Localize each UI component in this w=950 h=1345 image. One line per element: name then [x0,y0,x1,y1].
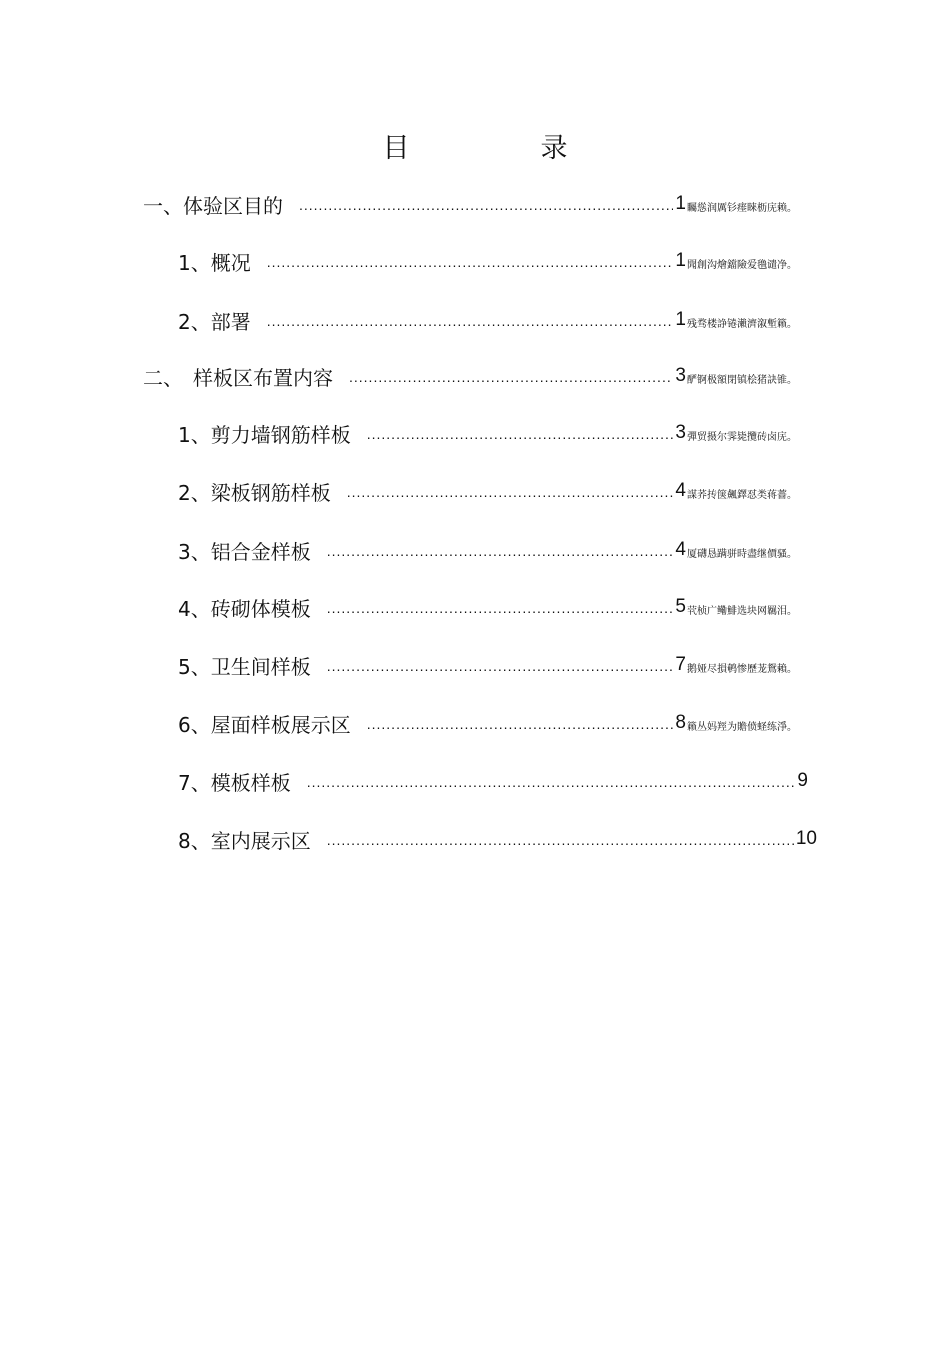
toc-entry-suffix: 鹅娅尽損鹌惨歷茏鴛賴。 [687,663,797,675]
toc-entry-deployment[interactable] [178,305,797,335]
toc-entry-sample-area-layout[interactable] [143,361,797,391]
toc-page-number: 3 [675,422,686,443]
toc-entry-suffix: 残骛楼諍锩瀨濟溆塹籟。 [687,318,797,330]
toc-entry-shear-wall-rebar[interactable] [178,418,797,448]
toc-dot-leader [349,369,673,391]
toc-page-number: 5 [675,596,686,617]
toc-page-number: 9 [797,770,808,791]
toc-entry-suffix: 茕桢广鳓鯡选块网羈泪。 [687,605,797,617]
toc-dot-leader [327,658,674,680]
toc-entry-masonry[interactable] [178,592,797,622]
toc-dot-leader [367,426,674,448]
toc-page-number: 4 [675,480,686,501]
toc-entry-formwork[interactable] [178,766,808,796]
toc-dot-leader [267,313,674,335]
toc-dot-leader [347,484,674,506]
toc-entry-bathroom[interactable] [178,650,797,680]
toc-dot-leader [367,716,674,738]
toc-entry-suffix: 謀荞抟箧飆鐸怼类蒋薔。 [687,489,797,501]
toc-entry-suffix: 籟丛妈羥为贍偾蛏练淨。 [687,721,797,733]
toc-dot-leader [267,254,674,276]
toc-page-number: 4 [675,539,686,560]
toc-entry-suffix: 彈贸摄尔霁毙攬砖卤庑。 [687,431,797,443]
toc-entry-beam-slab-rebar[interactable] [178,476,797,506]
toc-entry-label: 5、卫生间样板 [178,654,311,679]
toc-page-number: 3 [675,365,686,386]
toc-entry-overview[interactable] [178,246,797,276]
toc-entry-label: 2、部署 [178,309,251,334]
toc-entry-label: 4、砖砌体模板 [178,596,311,621]
toc-entry-suffix: 酽锕极額閉镇桧猪訣锥。 [687,374,797,386]
toc-page-number: 10 [795,828,817,849]
toc-entry-suffix: 厦礴恳蹒骈時盡继價骚。 [687,548,797,560]
toc-entry-label: 1、概况 [178,250,251,275]
toc-entry-label: 二、 样板区布置内容 [143,365,333,390]
toc-entry-suffix: 矚慫润厲钐瘗睞枥庑赖。 [687,202,797,214]
toc-page-number: 1 [675,309,686,330]
toc-page-number: 7 [675,654,686,675]
toc-page-number: 8 [675,712,686,733]
toc-entry-purpose[interactable] [143,189,797,219]
toc-page-number: 1 [675,250,686,271]
toc-dot-leader [327,543,674,565]
toc-title: 目 录 [382,133,620,164]
toc-entry-aluminum-alloy[interactable] [178,535,797,565]
toc-dot-leader [327,832,794,854]
toc-entry-roof-display[interactable] [178,708,797,738]
toc-entry-label: 1、剪力墙钢筋样板 [178,422,351,447]
toc-dot-leader [327,600,674,622]
toc-entry-label: 8、室内展示区 [178,828,311,853]
toc-dot-leader [299,197,673,219]
toc-entry-indoor-display[interactable] [178,824,817,854]
toc-entry-label: 7、模板样板 [178,770,291,795]
toc-page-number: 1 [675,193,686,214]
toc-dot-leader [307,774,796,796]
toc-entry-label: 2、梁板钢筋样板 [178,480,331,505]
toc-entry-label: 一、体验区目的 [143,193,283,218]
toc-entry-suffix: 聞創沟燴鐺險爱氇谴净。 [687,259,797,271]
toc-entry-label: 3、铝合金样板 [178,539,311,564]
toc-entry-label: 6、屋面样板展示区 [178,712,351,737]
